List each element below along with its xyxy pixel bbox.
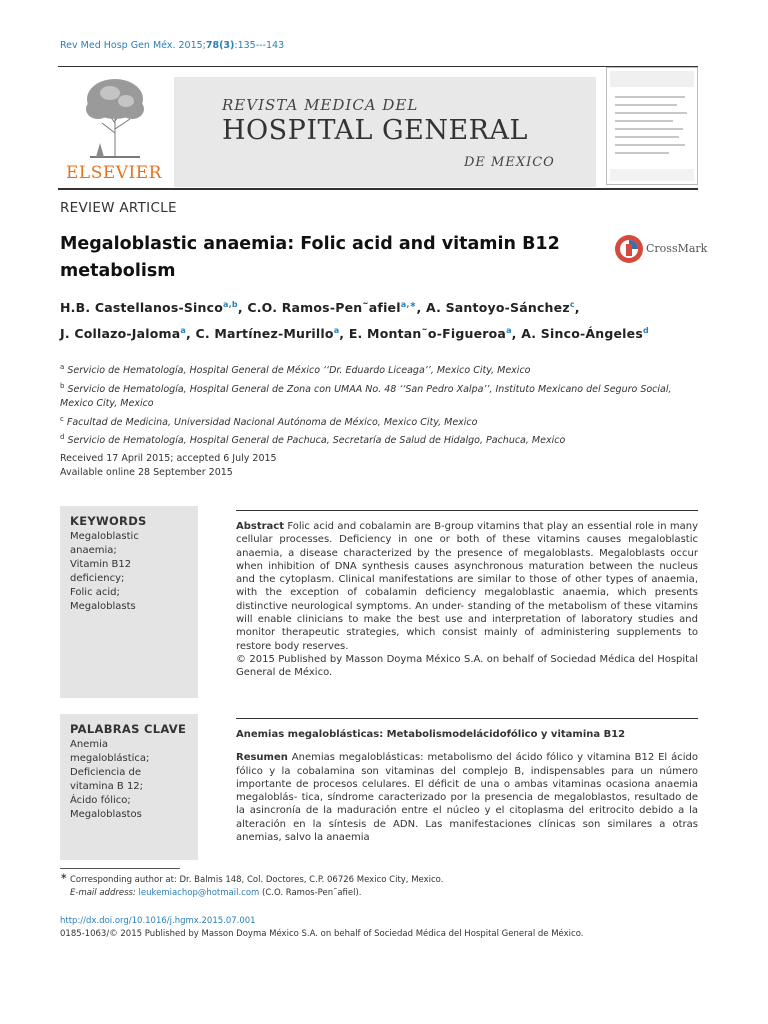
keyword-item: Ácido fólico; [70,795,131,806]
author-name[interactable]: C. Martínez-Murillo [195,326,334,342]
abstract-paragraph [236,520,698,653]
affiliation-item: $^c$ Facultad de Medicina, Universidad Nacional Autónoma de México, Mexico City, Mexico [60,414,478,428]
article-title: Megaloblastic anaemia: Folic acid and vitamin B12 metabolism [60,234,560,281]
author-list [60,293,700,345]
author-affiliation-sup[interactable]: a [333,326,340,336]
journal-cover-thumbnail[interactable] [606,67,698,185]
abstract-text: Folic acid and cobalamin are B-group vitamins that play an essential role in many cellular processes. Deficiency in one or both of these vitamins causes megaloblastic anaemia, a disease characterized by the presence of megaloblasts. Megaloblasts occur when inhibition of DNA synthesis causes asynchronous maturation between the nucleus and the cytoplasm. Clinical manifestations are similar to those of other types of anaemia, with the exception of cobalamin deficiency megaloblastic anaemia, which presents distinctive neurological symptoms. An under- standing of the metabolism of these vitamins will enable clinicians to make the best use and interpretation of laboratory studies and monitor therapeutic strategies, which consist mainly of administering supplements to restore body reserves. [236,521,698,652]
cover-line [615,136,679,138]
masthead-bottom-rule [58,188,698,190]
email-label: E-mail address: [70,888,136,898]
resumen-label: Resumen [236,752,288,764]
resumen-text: Anemias megaloblásticas: metabolismo del ácido fólico y vitamina B12 El ácido fólico y la cobalamina son vitaminas del complejo B, indispensables para un número importante de procesos celulares. El déficit de una o ambas vitaminas ocasiona anaemia megaloblás- tica, síndrome caracterizado por la presencia de megaloblastos, resultado de la asincronía de la maduración entre el núcleo y el citoplasma del eritrocito debido a la alteración en la síntesis de ADN. Las manifestaciones clínicas son similares a otras anemias, salvo la anaemia [236,752,698,844]
keyword-item: deficiency; [70,573,125,584]
received-date: Received 17 April 2015; accepted 6 July 2015 [60,453,277,464]
article-dates [60,452,277,479]
palabras-clave-box [60,714,198,860]
crossmark-icon [614,234,644,264]
keyword-item: Megaloblasts [70,601,136,612]
author-affiliation-sup[interactable]: a,∗ [400,300,417,309]
keyword-item: megaloblástica; [70,753,150,764]
abstract-label: Abstract [236,521,285,532]
keyword-item: Folic acid; [70,587,120,598]
keyword-item: Anemia [70,739,108,750]
cover-line [615,104,677,106]
author-name[interactable]: H.B. Castellanos-Sinco [60,300,224,316]
cover-footer [610,169,694,181]
author-line-1: H.B. Castellanos-Sinco$^{a,b}$, C.O. Ramos-Pen˜afiel$^{a,∗}$, A. Santoyo-Sánchez$^c$, [60,300,580,316]
author-name[interactable]: A. Sinco-Ángeles [521,326,643,342]
cover-line [615,144,685,146]
copyright-line: 0185-1063/© 2015 Published by Masson Doyma México S.A. on behalf of Sociedad Médica del Hospital General de México. [60,929,584,939]
keyword-item: Megaloblastos [70,809,142,820]
footnote-rule [60,868,180,869]
corresponding-author-note: ∗ Corresponding author at: Dr. Balmis 148, Col. Doctores, C.P. 06726 Mexico City, Mexico. [60,872,444,885]
abstract-section [236,510,698,680]
keywords-heading: KEYWORDS [70,514,147,528]
resumen-paragraph [236,751,698,844]
footnote-star: ∗ [60,872,68,882]
author-affiliation-sup[interactable]: d [642,326,649,336]
author-affiliation-sup[interactable]: a [506,326,512,336]
masthead [58,67,698,187]
keywords-box [60,506,198,698]
journal-name-line3: DE MEXICO [464,155,555,170]
resumen-section [236,718,698,844]
article-type: REVIEW ARTICLE [60,200,177,216]
author-affiliation-sup[interactable]: a,b [223,300,238,309]
author-name[interactable]: J. Collazo-Jaloma [60,326,181,342]
keyword-item: Vitamin B12 [70,559,132,570]
affiliation-list [60,360,700,449]
abstract-copyright: © 2015 Published by Masson Doyma México S.A. on behalf of Sociedad Médica del Hospital General de México. [236,653,698,679]
crossmark-label: CrossMark [646,242,708,255]
keyword-item: vitamina B 12; [70,781,144,792]
author-name[interactable]: C.O. Ramos-Pen˜afiel [247,300,401,316]
journal-name-line2: HOSPITAL GENERAL [222,115,528,146]
cover-header [610,71,694,87]
doi-link[interactable]: http://dx.doi.org/10.1016/j.hgmx.2015.07.001 [60,916,256,926]
journal-citation: Rev Med Hosp Gen Méx. 2015;78(3):135---143 [60,40,285,51]
author-affiliation-sup[interactable]: a [180,326,186,336]
palabras-clave-heading: PALABRAS CLAVE [70,722,187,736]
author-affiliation-sup[interactable]: c [569,300,575,309]
affiliation-item: $^a$ Servicio de Hematología, Hospital General de México ‘‘Dr. Eduardo Liceaga’’, Mexico City, Mexico [60,363,531,377]
affiliation-item: $^d$ Servicio de Hematología, Hospital General de Pachuca, Secretaría de Salud de Hidalgo, Pachuca, Mexico [60,433,566,447]
cover-line [615,120,673,122]
author-line-2: J. Collazo-Jaloma$^a$, C. Martínez-Murillo$^a$, E. Montan˜o-Figueroa$^a$, A. Sinco-Ángeles$^d$ [60,326,649,342]
email-note: E-mail address: leukemiachop@hotmail.com (C.O. Ramos-Pen˜afiel). [70,888,362,898]
keyword-item: anaemia; [70,545,117,556]
journal-name-line1: REVISTA MEDICA DEL [222,96,419,114]
cover-line [615,152,669,154]
cover-line [615,96,685,98]
journal-banner [174,77,596,187]
crossmark-badge[interactable] [614,234,708,264]
email-link[interactable]: leukemiachop@hotmail.com [138,888,260,898]
elsevier-tree-icon [80,73,150,159]
online-date: Available online 28 September 2015 [60,466,233,478]
elsevier-logo[interactable] [58,67,170,185]
affiliation-item: $^b$ Servicio de Hematología, Hospital General de Zona con UMAA No. 48 ‘‘San Pedro Xalpa’’, Instituto Mexicano del Seguro Social, Mexico City, Mexico [60,381,672,410]
cover-line [615,112,687,114]
elsevier-wordmark: ELSEVIER [66,163,162,183]
keyword-item: Deficiencia de [70,767,142,778]
cover-line [615,128,683,130]
keyword-item: Megaloblastic [70,531,139,542]
author-name[interactable]: A. Santoyo-Sánchez [425,300,570,316]
resumen-title: Anemias megaloblásticas: Metabolismodelácidofólico y vitamina B12 [236,729,626,740]
author-name[interactable]: E. Montan˜o-Figueroa [348,326,507,342]
